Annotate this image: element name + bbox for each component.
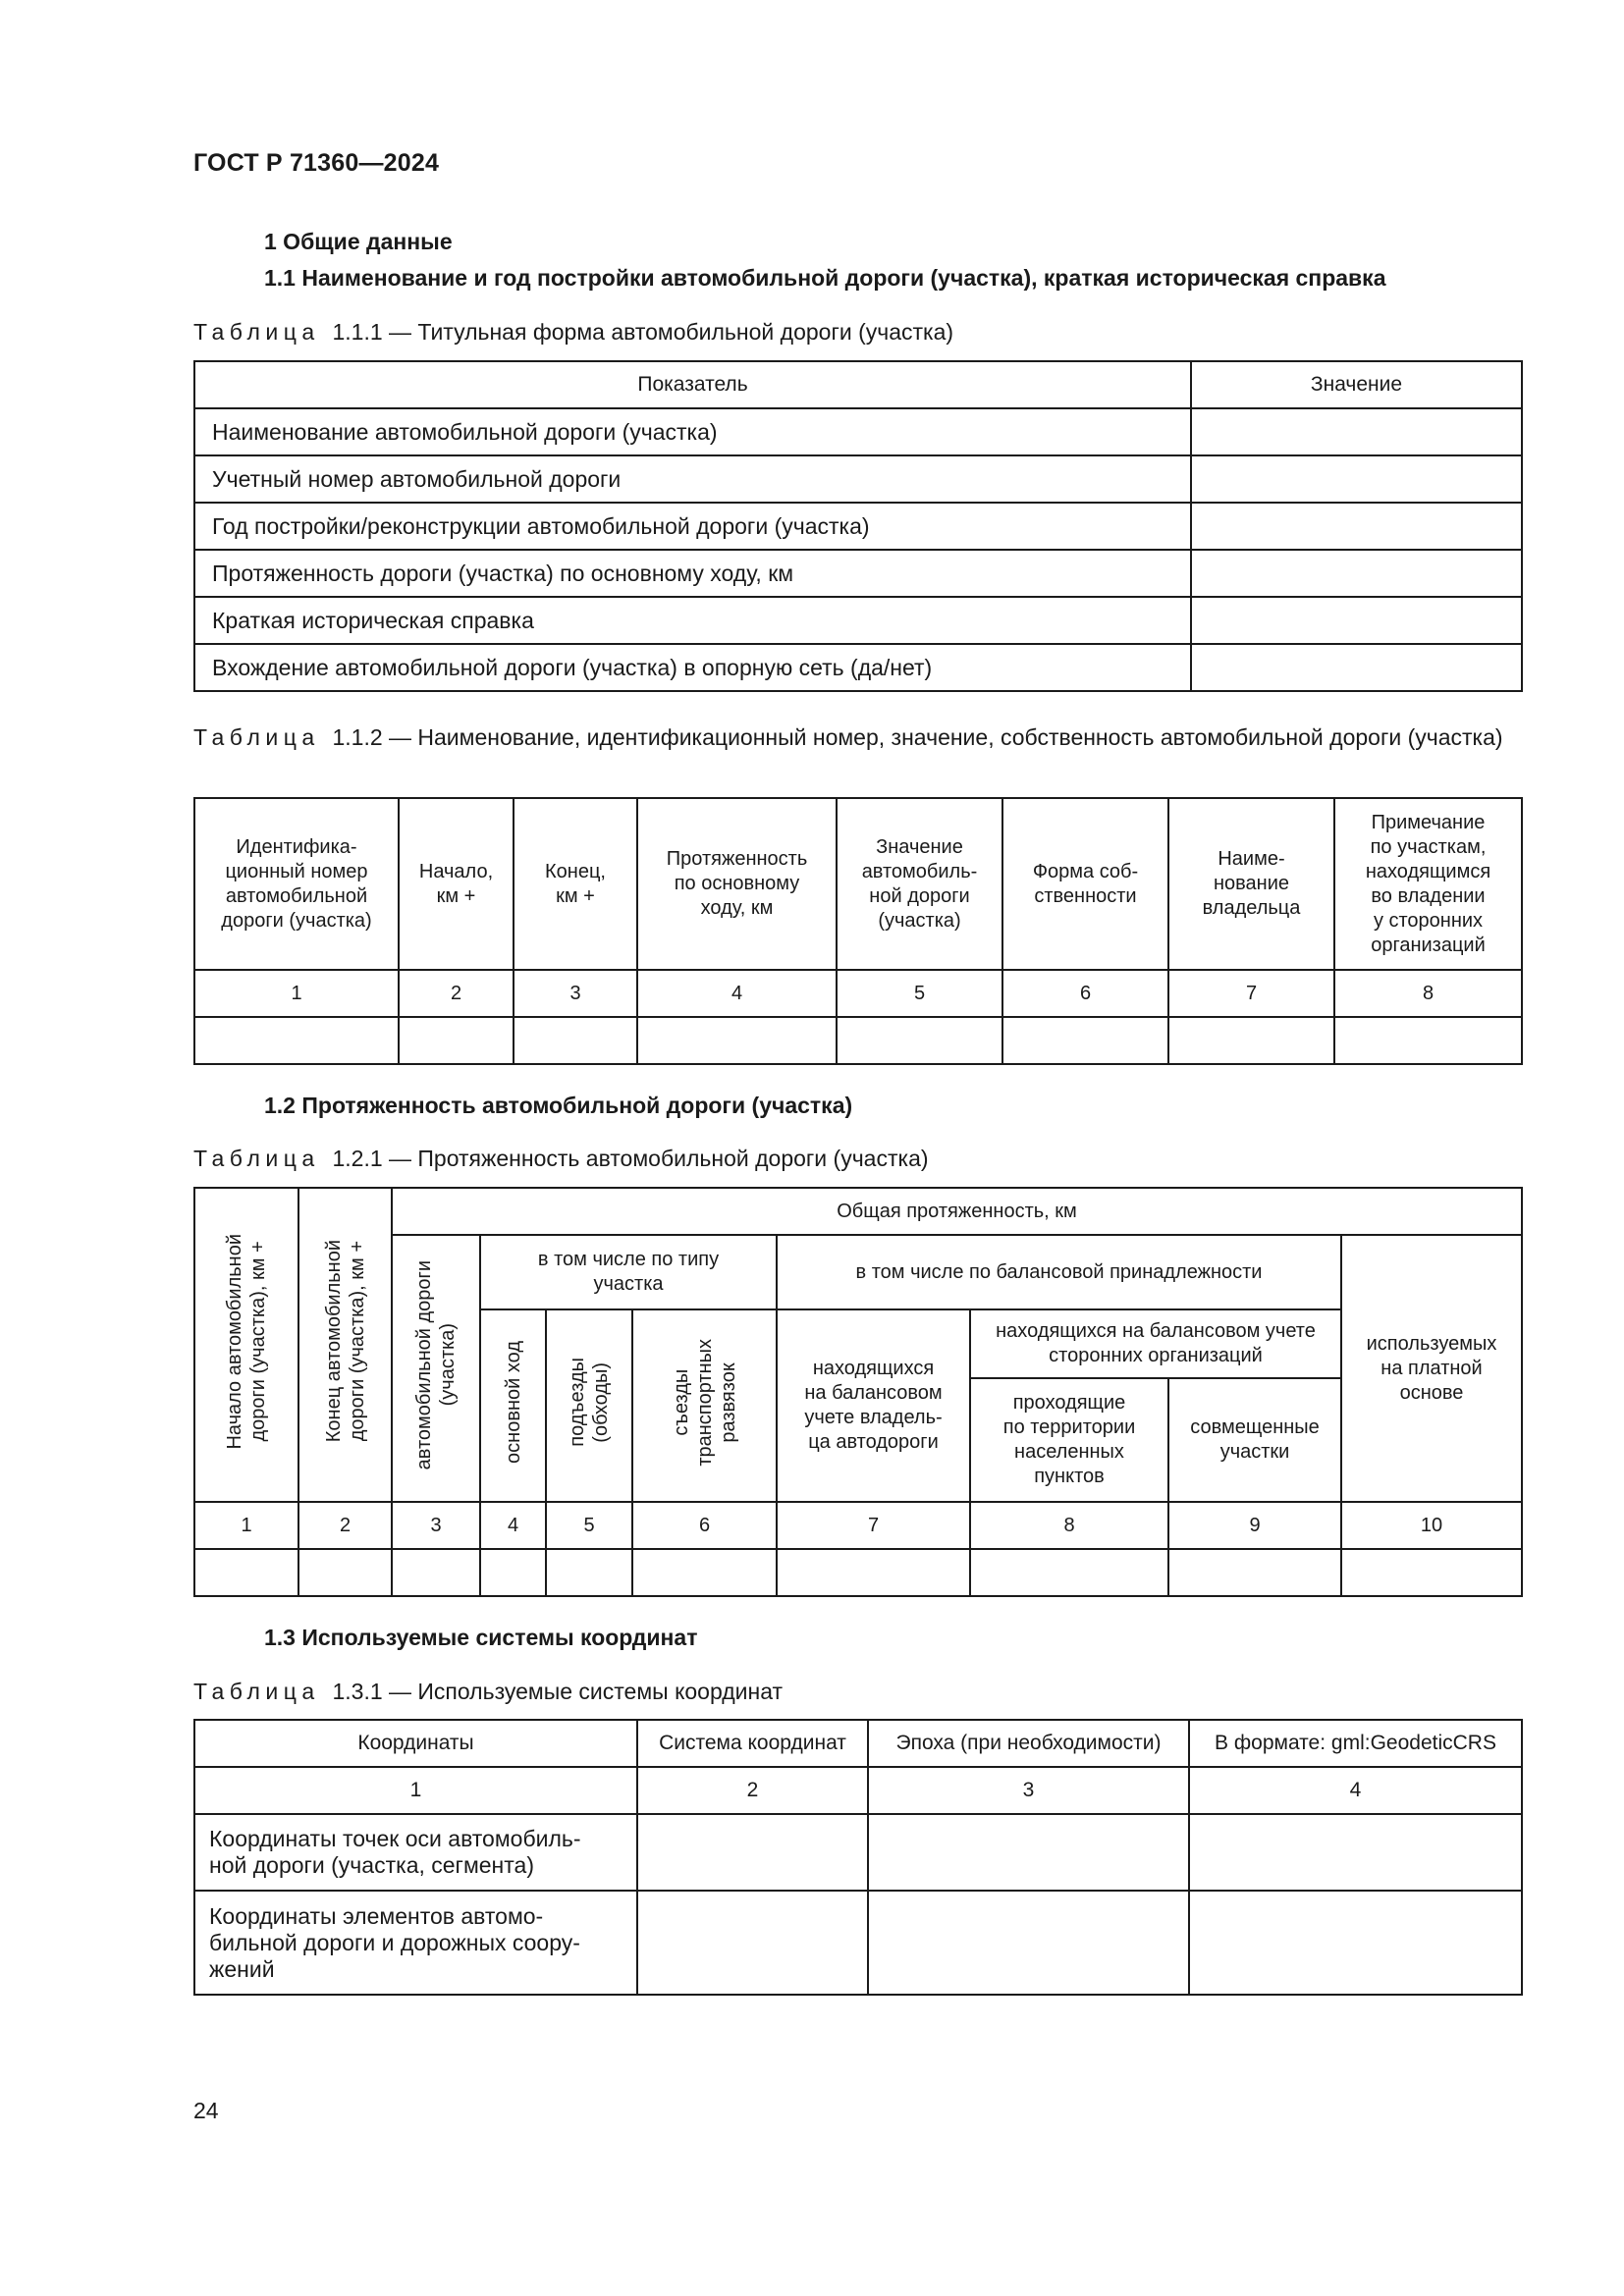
- column-header: Наиме- нование владельца: [1168, 798, 1334, 970]
- column-number: 3: [868, 1767, 1189, 1814]
- section-1-2-title: 1.2 Протяженность автомобильной дороги (участка): [264, 1093, 853, 1118]
- caption-prefix: Таблица: [193, 319, 320, 345]
- column-header: Значение автомобиль- ной дороги (участка): [837, 798, 1002, 970]
- empty-cell: [632, 1549, 777, 1596]
- row-label: Краткая историческая справка: [194, 597, 1191, 644]
- column-number: 3: [392, 1502, 480, 1549]
- section-1-1-title: 1.1 Наименование и год постройки автомобильной дороги (участка), краткая историческая справка: [264, 265, 1386, 291]
- row-label: Вхождение автомобильной дороги (участка) в опорную сеть (да/нет): [194, 644, 1191, 691]
- column-header-road: автомобильной дороги (участка): [392, 1235, 480, 1502]
- column-number: 10: [1341, 1502, 1522, 1549]
- empty-cell: [637, 1891, 868, 1995]
- table-1-2-1: [193, 1187, 1523, 1597]
- column-number: 3: [514, 970, 637, 1017]
- empty-cell: [194, 1017, 399, 1064]
- empty-cell: [777, 1549, 970, 1596]
- empty-cell: [514, 1017, 637, 1064]
- table-1-1-2: [193, 797, 1523, 1065]
- by-type-header: в том числе по типу участка: [480, 1235, 777, 1309]
- empty-cell: [298, 1549, 392, 1596]
- caption-text: 1.1.2 — Наименование, идентификационный номер, значение, собственность автомобильной дороги (участка): [332, 724, 1503, 750]
- row-label: Протяженность дороги (участка) по основному ходу, км: [194, 550, 1191, 597]
- value-cell: [1191, 503, 1522, 550]
- column-header: Система координат: [637, 1720, 868, 1767]
- table-1-1-1-caption: [193, 318, 1521, 347]
- empty-cell: [1341, 1549, 1522, 1596]
- column-number: 2: [298, 1502, 392, 1549]
- approaches-header: подъезды (обходы): [546, 1309, 632, 1502]
- column-number: 4: [1189, 1767, 1522, 1814]
- row-label: Координаты элементов автомо- бильной дороги и дорожных соору- жений: [194, 1891, 637, 1995]
- document-header: ГОСТ Р 71360—2024: [193, 149, 440, 177]
- column-number: 5: [837, 970, 1002, 1017]
- column-number: 4: [637, 970, 837, 1017]
- column-number: 6: [1002, 970, 1168, 1017]
- value-cell: [1191, 408, 1522, 455]
- column-number: 5: [546, 1502, 632, 1549]
- column-header: Конец, км +: [514, 798, 637, 970]
- empty-cell: [392, 1549, 480, 1596]
- empty-cell: [1334, 1017, 1522, 1064]
- column-header: Примечание по участкам, находящимся во владении у сторонних организаций: [1334, 798, 1522, 970]
- caption-prefix: Таблица: [193, 1146, 320, 1171]
- column-number: 2: [637, 1767, 868, 1814]
- value-cell: [1191, 455, 1522, 503]
- empty-cell: [637, 1017, 837, 1064]
- column-header: Эпоха (при необходимости): [868, 1720, 1189, 1767]
- column-number: 7: [777, 1502, 970, 1549]
- empty-cell: [194, 1549, 298, 1596]
- empty-cell: [1168, 1017, 1334, 1064]
- column-header-end: Конец автомобильной дороги (участка), км +: [298, 1188, 392, 1502]
- column-number: 4: [480, 1502, 546, 1549]
- empty-cell: [1002, 1017, 1168, 1064]
- settlements-header: проходящие по территории населенных пунктов: [970, 1378, 1168, 1502]
- paid-header: используемых на платной основе: [1341, 1235, 1522, 1502]
- main-course-header: основной ход: [480, 1309, 546, 1502]
- column-number: 2: [399, 970, 514, 1017]
- empty-cell: [399, 1017, 514, 1064]
- section-1-title: 1 Общие данные: [264, 229, 453, 254]
- table-1-3-1-caption: [193, 1678, 1521, 1706]
- empty-cell: [1168, 1549, 1341, 1596]
- empty-cell: [546, 1549, 632, 1596]
- by-balance-header: в том числе по балансовой принадлежности: [777, 1235, 1341, 1309]
- caption-prefix: Таблица: [193, 724, 320, 750]
- column-header: В формате: gml:GeodeticCRS: [1189, 1720, 1522, 1767]
- column-number: 8: [1334, 970, 1522, 1017]
- row-label: Координаты точек оси автомобиль- ной дороги (участка, сегмента): [194, 1814, 637, 1891]
- column-number: 6: [632, 1502, 777, 1549]
- third-party-header: находящихся на балансовом учете сторонних организаций: [970, 1309, 1341, 1378]
- caption-prefix: Таблица: [193, 1679, 320, 1704]
- table-1-3-1: [193, 1719, 1523, 1996]
- caption-text: 1.3.1 — Используемые системы координат: [332, 1679, 784, 1704]
- column-number: 1: [194, 1767, 637, 1814]
- column-number: 1: [194, 1502, 298, 1549]
- column-header: Значение: [1191, 361, 1522, 408]
- caption-text: 1.2.1 — Протяженность автомобильной дороги (участка): [332, 1146, 929, 1171]
- column-number: 8: [970, 1502, 1168, 1549]
- column-header: Форма соб- ственности: [1002, 798, 1168, 970]
- combined-header: совмещенные участки: [1168, 1378, 1341, 1502]
- row-label: Учетный номер автомобильной дороги: [194, 455, 1191, 503]
- column-number: 9: [1168, 1502, 1341, 1549]
- column-header: Координаты: [194, 1720, 637, 1767]
- table-1-2-1-caption: [193, 1145, 1521, 1173]
- table-1-1-1: [193, 360, 1523, 692]
- section-1-3-title: 1.3 Используемые системы координат: [264, 1625, 698, 1650]
- column-header-start: Начало автомобильной дороги (участка), км +: [194, 1188, 298, 1502]
- empty-cell: [837, 1017, 1002, 1064]
- table-1-1-2-caption: [193, 723, 1521, 752]
- empty-cell: [868, 1814, 1189, 1891]
- total-length-header: Общая протяженность, км: [392, 1188, 1522, 1235]
- column-number: 7: [1168, 970, 1334, 1017]
- row-label: Наименование автомобильной дороги (участка): [194, 408, 1191, 455]
- value-cell: [1191, 550, 1522, 597]
- empty-cell: [868, 1891, 1189, 1995]
- column-number: 1: [194, 970, 399, 1017]
- owner-balance-header: находящихся на балансовом учете владель- ца автодороги: [777, 1309, 970, 1502]
- page-number: 24: [193, 2098, 219, 2123]
- empty-cell: [1189, 1891, 1522, 1995]
- caption-text: 1.1.1 — Титульная форма автомобильной дороги (участка): [332, 319, 954, 345]
- empty-cell: [1189, 1814, 1522, 1891]
- empty-cell: [637, 1814, 868, 1891]
- empty-cell: [970, 1549, 1168, 1596]
- column-header: Идентифика- ционный номер автомобильной дороги (участка): [194, 798, 399, 970]
- row-label: Год постройки/реконструкции автомобильной дороги (участка): [194, 503, 1191, 550]
- value-cell: [1191, 644, 1522, 691]
- exits-header: съезды транспортных развязок: [632, 1309, 777, 1502]
- value-cell: [1191, 597, 1522, 644]
- empty-cell: [480, 1549, 546, 1596]
- column-header: Начало, км +: [399, 798, 514, 970]
- column-header: Протяженность по основному ходу, км: [637, 798, 837, 970]
- column-header: Показатель: [194, 361, 1191, 408]
